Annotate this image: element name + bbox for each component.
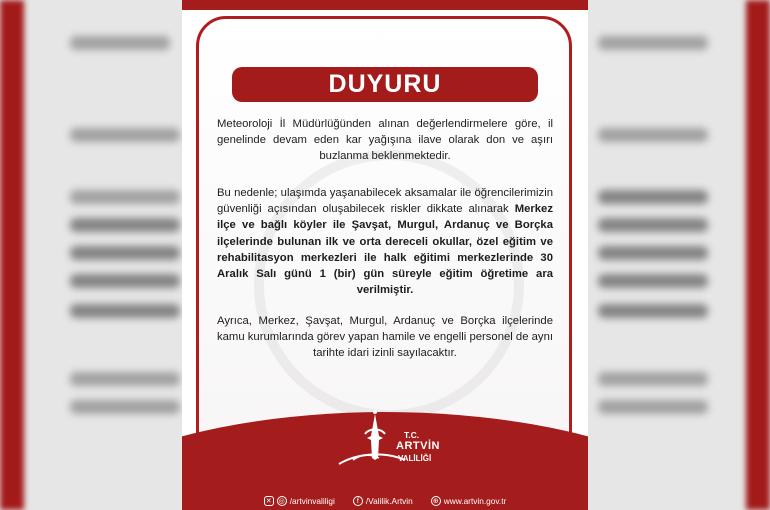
top-red-bar xyxy=(182,0,588,10)
paragraph-weather: Meteoroloji İl Müdürlüğünden alınan değerlendirmelere göre, il genelinde devam eden kar yağışına ilave olarak don ve aşırı buzlanma beklenmektedir. xyxy=(217,118,553,163)
paragraph-intro: Bu nedenle; ulaşımda yaşanabilecek aksamalar ile öğrencilerimizin güvenliği açısından oluşabilecek riskler dikkate alınarak xyxy=(217,187,553,216)
logo-tc: T.C. xyxy=(404,430,420,440)
footer-website[interactable] xyxy=(431,496,507,506)
logo-name: ARTVİN xyxy=(396,440,440,452)
footer-facebook-handle: /Valilik.Artvin xyxy=(365,496,413,506)
facebook-icon: f xyxy=(353,496,363,506)
footer-x-instagram[interactable] xyxy=(264,496,335,506)
x-icon: ✕ xyxy=(264,496,274,506)
paragraph-bold-decision: Merkez ilçe ve bağlı köyler ile Şavşat, Murgul, Ardanuç ve Borçka ilçelerinde bulunan ilk ve orta dereceli okullar, özel eğitim ve rehabilitasyon merkezleri ile halk eğitimi merkezlerinde 30 Aralık Salı günü 1 (bir) gün süreyle eğitim öğretime ara verilmiştir. xyxy=(217,203,553,297)
instagram-icon: ◎ xyxy=(278,497,285,505)
background-left-blur xyxy=(0,0,182,510)
footer-social xyxy=(182,493,588,509)
announcement-card xyxy=(182,0,588,510)
background-right-blur xyxy=(588,0,770,510)
footer-facebook[interactable] xyxy=(353,496,413,506)
paragraph-staff-leave: Ayrıca, Merkez, Şavşat, Murgul, Ardanuç ve Borçka ilçelerinde kamu kurumlarında görev yapan hamile ve engelli personel de aynı tarihte idari izinli sayılacaktır. xyxy=(217,315,553,360)
announcement-title: DUYURU xyxy=(232,67,538,102)
paragraph-school-closure xyxy=(217,185,553,298)
footer-social-handle: /artvinvaliligi xyxy=(289,496,335,506)
globe-icon: ⊕ xyxy=(431,496,441,506)
logo-sub: VALİLİĞİ xyxy=(398,454,432,463)
footer-website-url: www.artvin.gov.tr xyxy=(443,496,507,506)
